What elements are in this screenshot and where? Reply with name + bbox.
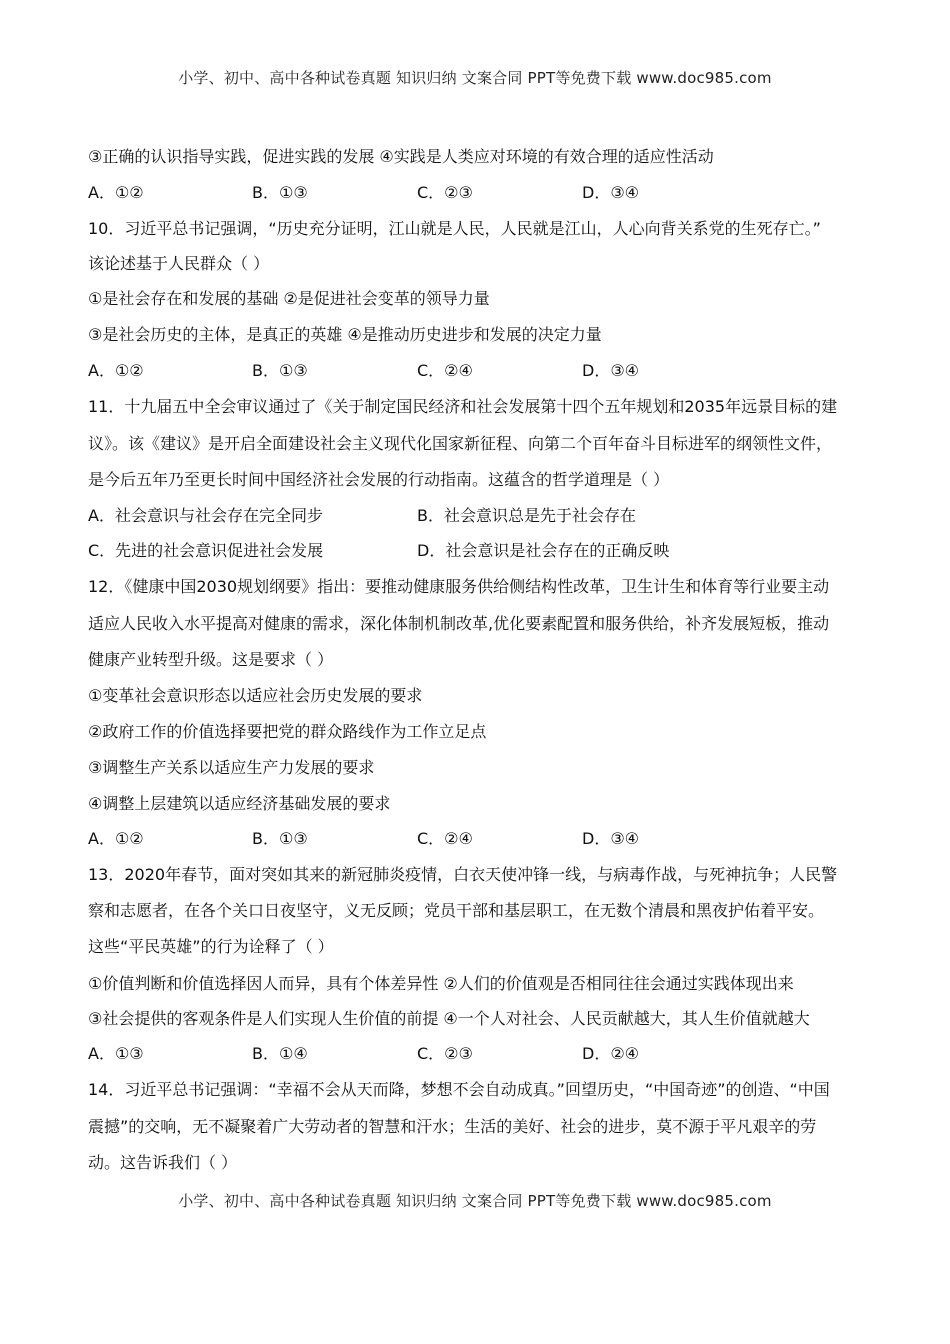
q14-stem-line-1: 14．习近平总书记强调：“幸福不会从天而降，梦想不会自动成真。”回望历史，“中国奇迹”的创造、“中国 [88, 1080, 830, 1099]
q9-item-line: ③正确的认识指导实践，促进实践的发展 ④实践是人类应对环境的有效合理的适应性活动 [88, 147, 714, 166]
q10-item-line-1: ①是社会存在和发展的基础 ②是促进社会变革的领导力量 [88, 289, 490, 308]
q12-stem-line-2: 适应人民收入水平提高对健康的需求，深化体制机制改革,优化要素配置和服务供给，补齐发展短板，推动 [88, 614, 830, 633]
q14-stem-line-2: 震撼”的交响，无不凝聚着广大劳动者的智慧和汗水；生活的美好、社会的进步，莫不源于平凡艰辛的劳 [88, 1117, 817, 1136]
q11-option-b: B．社会意识总是先于社会存在 [417, 506, 636, 525]
q13-option-a: A．①③ [88, 1044, 144, 1063]
q10-stem-line-1: 10．习近平总书记强调，“历史充分证明，江山就是人民，人民就是江山，人心向背关系党的生死存亡。” [88, 219, 821, 238]
q12-item-line-3: ③调整生产关系以适应生产力发展的要求 [88, 758, 375, 777]
q12-stem-line-3: 健康产业转型升级。这是要求（ ） [88, 650, 334, 669]
q12-item-line-4: ④调整上层建筑以适应经济基础发展的要求 [88, 794, 391, 813]
q13-stem-line-1: 13．2020年春节，面对突如其来的新冠肺炎疫情，白衣天使冲锋一线，与病毒作战，与死神抗争；人民警 [88, 865, 838, 884]
q10-option-b: B．①③ [252, 361, 308, 380]
q12-option-d: D．③④ [582, 829, 640, 848]
q11-option-a: A．社会意识与社会存在完全同步 [88, 506, 323, 525]
q11-stem-line-1: 11．十九届五中全会审议通过了《关于制定国民经济和社会发展第十四个五年规划和2035年远景目标的建 [88, 397, 838, 416]
q13-option-c: C．②③ [417, 1044, 473, 1063]
q13-stem-line-2: 察和志愿者，在各个关口日夜坚守，义无反顾；党员干部和基层职工，在无数个清晨和黑夜护佑着平安。 [88, 901, 825, 920]
q12-stem-line-1: 12．《健康中国2030规划纲要》指出：要推动健康服务供给侧结构性改革，卫生计生和体育等行业要主动 [88, 577, 830, 596]
q9-option-d: D．③④ [582, 183, 640, 202]
q9-option-a: A．①② [88, 183, 144, 202]
q13-stem-line-3: 这些“平民英雄”的行为诠释了（ ） [88, 937, 334, 956]
q10-item-line-2: ③是社会历史的主体，是真正的英雄 ④是推动历史进步和发展的决定力量 [88, 325, 602, 344]
q11-option-c: C．先进的社会意识促进社会发展 [88, 541, 324, 560]
q13-item-line-1: ①价值判断和价值选择因人而异，具有个体差异性 ②人们的价值观是否相同往往会通过实践体现出来 [88, 974, 794, 993]
q12-option-c: C．②④ [417, 829, 473, 848]
q10-option-d: D．③④ [582, 361, 640, 380]
q10-stem-line-2: 该论述基于人民群众（ ） [88, 254, 270, 273]
q10-option-a: A．①② [88, 361, 144, 380]
q9-option-c: C．②③ [417, 183, 473, 202]
q11-stem-line-3: 是今后五年乃至更长时间中国经济社会发展的行动指南。这蕴含的哲学道理是（ ） [88, 470, 670, 489]
q11-stem-line-2: 议》。该《建议》是开启全面建设社会主义现代化国家新征程、向第二个百年奋斗目标进军的纲领性文件， [88, 434, 833, 453]
q10-option-c: C．②④ [417, 361, 473, 380]
q12-item-line-2: ②政府工作的价值选择要把党的群众路线作为工作立足点 [88, 722, 487, 741]
q11-option-d: D．社会意识是社会存在的正确反映 [417, 541, 670, 560]
q12-item-line-1: ①变革社会意识形态以适应社会历史发展的要求 [88, 686, 423, 705]
header-banner: 小学、初中、高中各种试卷真题 知识归纳 文案合同 PPT等免费下载 www.doc985.com [178, 69, 772, 87]
q14-stem-line-3: 动。这告诉我们（ ） [88, 1153, 238, 1172]
footer-banner: 小学、初中、高中各种试卷真题 知识归纳 文案合同 PPT等免费下载 www.doc985.com [178, 1192, 772, 1210]
q13-item-line-2: ③社会提供的客观条件是人们实现人生价值的前提 ④一个人对社会、人民贡献越大，其人生价值就越大 [88, 1009, 810, 1028]
q12-option-b: B．①③ [252, 829, 308, 848]
q13-option-d: D．②④ [582, 1044, 640, 1063]
q13-option-b: B．①④ [252, 1044, 308, 1063]
q9-option-b: B．①③ [252, 183, 308, 202]
q12-option-a: A．①② [88, 829, 144, 848]
